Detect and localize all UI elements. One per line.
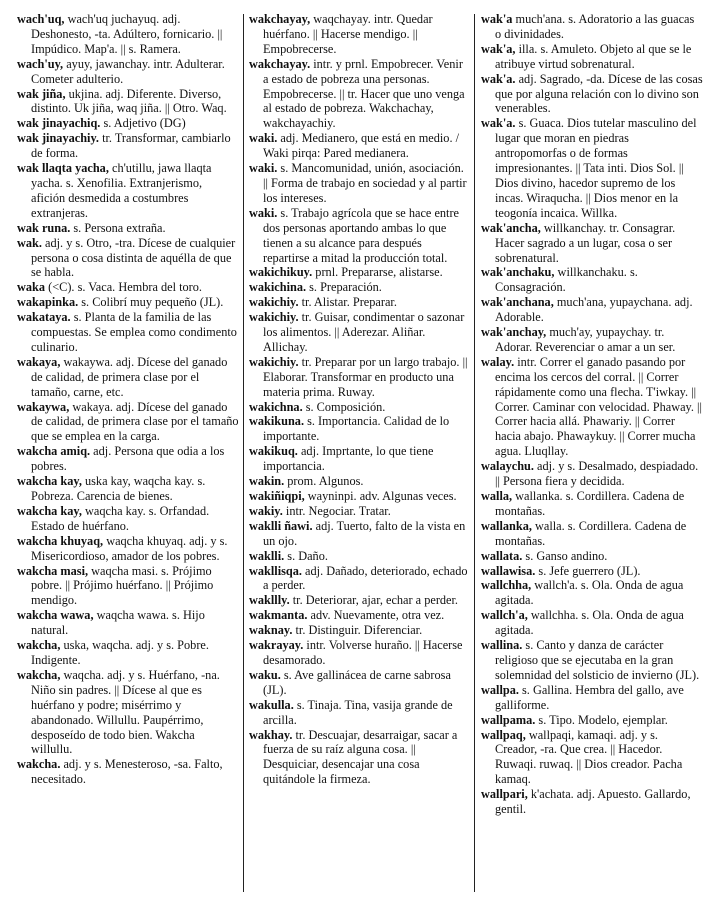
dictionary-entry	[481, 265, 703, 295]
dictionary-entry	[17, 355, 239, 400]
dictionary-entry	[249, 161, 471, 206]
entry-headword: wakcha kay,	[17, 503, 82, 518]
dictionary-entry	[249, 414, 471, 444]
entry-headword: wak'a.	[481, 116, 516, 131]
column-divider	[474, 14, 475, 892]
entry-headword: wallata.	[481, 548, 523, 563]
entry-headword: wallina.	[481, 638, 523, 653]
entry-headword: wallanka,	[481, 518, 532, 533]
entry-definition: illa. s. Amuleto. Objeto al que se le atribuye virtud sobrenatural.	[495, 41, 692, 71]
entry-headword: wak'a,	[481, 41, 516, 56]
entry-headword: wakllly.	[249, 593, 290, 608]
entry-definition: wallch'a. s. Ola. Onda de agua agitada.	[495, 578, 684, 608]
dictionary-entry	[17, 87, 239, 117]
dictionary-entry	[481, 116, 703, 220]
dictionary-entry	[481, 578, 703, 608]
entry-definition: s. Canto y danza de carácter religioso que se ejecutaba en la gran solemnidad del solsticio de invierno (JL).	[495, 638, 700, 682]
entry-headword: wakichiy.	[249, 295, 299, 310]
entry-headword: wakulla.	[249, 697, 294, 712]
entry-headword: wakrayay.	[249, 638, 304, 653]
entry-headword: wakiy.	[249, 503, 283, 518]
dictionary-entry	[481, 295, 703, 325]
entry-definition: tr. Guisar, condimentar o sazonar los alimentos. || Aderezar. Aliñar. Allichay.	[263, 310, 465, 354]
entry-headword: wak'a	[481, 12, 513, 26]
entry-definition: adj. y s. Otro, -tra. Dícese de cualquier persona o cosa distinta de aquélla de que se habla.	[31, 235, 236, 280]
entry-definition: waqcha wawa. s. Hijo natural.	[31, 608, 205, 638]
dictionary-entry	[249, 131, 471, 161]
entry-definition: s. Importancia. Calidad de lo importante.	[263, 414, 450, 444]
entry-definition: adj. Dañado, deteriorado, echado a perder.	[263, 563, 468, 593]
entry-definition: adv. Nuevamente, otra vez.	[307, 608, 445, 623]
entry-definition: uska kay, waqcha kay. s. Pobreza. Carencia de bienes.	[31, 474, 206, 503]
entry-headword: wakcha masi,	[17, 563, 89, 578]
entry-definition: tr. Preparar por un largo trabajo. || Elaborar. Transformar en producto una materia prima. Ruway.	[263, 354, 468, 399]
entry-definition: wach'uq juchayuq. adj. Deshonesto, -ta. Adúltero, fornicario. || Impúdico. Map'a. || s. Ramera.	[31, 12, 223, 56]
column-3	[481, 12, 703, 817]
dictionary-entry	[249, 549, 471, 564]
entry-definition: waqcha. adj. y s. Huérfano, -na. Niño sin padres. || Dícese al que es huérfano y podre; misérrimo y abandonado. Willullu. Paupérrimo, desposeído de todo bien. Wakcha willullu.	[31, 667, 220, 757]
entry-headword: wak.	[17, 235, 42, 250]
dictionary-entry	[249, 638, 471, 668]
dictionary-entry	[481, 221, 703, 266]
entry-headword: wak'a.	[481, 71, 516, 86]
dictionary-entry	[17, 295, 239, 310]
entry-headword: wakichiy.	[249, 310, 299, 325]
dictionary-entry	[249, 593, 471, 608]
dictionary-entry	[481, 713, 703, 728]
column-1	[17, 12, 239, 787]
entry-definition: much'ay, yupaychay. tr. Adorar. Reverenciar o amar a un ser.	[495, 325, 676, 354]
entry-definition: s. Adjetivo (DG)	[100, 116, 186, 131]
dictionary-entry	[17, 400, 239, 445]
entry-definition: intr. Negociar. Tratar.	[282, 503, 391, 518]
entry-headword: wakchayay,	[249, 12, 311, 26]
entry-definition: tr. Distinguir. Diferenciar.	[292, 623, 423, 638]
dictionary-entry	[481, 459, 703, 489]
dictionary-entry	[249, 564, 471, 594]
dictionary-entry	[481, 42, 703, 72]
dictionary-entry	[249, 310, 471, 355]
dictionary-entry	[249, 728, 471, 788]
dictionary-entry	[17, 161, 239, 221]
dictionary-entry	[481, 355, 703, 459]
entry-headword: wak'anchana,	[481, 295, 554, 310]
dictionary-entry	[17, 608, 239, 638]
dictionary-entry	[481, 728, 703, 788]
dictionary-entry	[481, 683, 703, 713]
entry-definition: s. Ganso andino.	[522, 548, 608, 563]
entry-definition: wakaywa. adj. Dícese del ganado de calidad, de primera clase por el tamaño, carne, etc.	[31, 354, 228, 399]
entry-definition: wakaya. adj. Dícese del ganado de calidad, de primera clase por el tamaño que se emplea en la carga.	[31, 399, 239, 444]
entry-headword: wakaya,	[17, 354, 61, 369]
entry-definition: prnl. Prepararse, alistarse.	[312, 265, 443, 280]
entry-headword: wallawisa.	[481, 563, 536, 578]
entry-definition: s. Persona extraña.	[70, 220, 166, 235]
entry-headword: waklli.	[249, 548, 285, 563]
entry-definition: intr. y prnl. Empobrecer. Venir a estado de pobreza una personas. Empobrecerse. || tr. Hacer que uno venga al estado de pobreza. Wakchachay, wakchayachiy.	[263, 56, 465, 131]
entry-definition: wallpaqi, kamaqi. adj. y s. Creador, -ra. Que crea. || Hacedor. Ruwaqi. ruwaq. || Dios creador. Pacha kamaq.	[495, 727, 683, 787]
dictionary-entry	[249, 489, 471, 504]
dictionary-entry	[17, 534, 239, 564]
dictionary-entry	[249, 608, 471, 623]
entry-headword: wakichikuy.	[249, 265, 313, 280]
entry-headword: waka	[17, 280, 46, 295]
entry-definition: waqcha masi. s. Prójimo pobre. || Prójimo huérfano. || Prójimo mendigo.	[31, 563, 214, 608]
entry-headword: wach'uy,	[17, 56, 64, 71]
entry-headword: wakin.	[249, 474, 285, 489]
entry-definition: tr. Descuajar, desarraigar, sacar a fuerza de su raíz alguna cosa. || Desquiciar, desencajar una cosa quitándole la firmeza.	[263, 727, 458, 787]
entry-definition: uska, waqcha. adj. y s. Pobre. Indigente.	[31, 638, 209, 667]
dictionary-entry	[249, 295, 471, 310]
column-divider	[243, 14, 244, 892]
entry-definition: ayuy, jawanchay. intr. Adulterar. Cometer adulterio.	[31, 56, 225, 86]
entry-definition: s. Ave gallinácea de carne sabrosa (JL).	[263, 667, 451, 697]
entry-headword: wakcha,	[17, 667, 61, 682]
dictionary-entry	[481, 519, 703, 549]
dictionary-entry	[481, 325, 703, 355]
entry-definition: s. Planta de la familia de las compuestas. Se emplea como condimento culinario.	[31, 310, 237, 354]
entry-headword: wallpa.	[481, 682, 519, 697]
entry-headword: wak'anchay,	[481, 325, 547, 340]
dictionary-entry	[17, 131, 239, 161]
entry-headword: wak jiña,	[17, 86, 66, 101]
entry-headword: wak'ancha,	[481, 220, 541, 235]
dictionary-entry	[481, 549, 703, 564]
entry-definition: (<C). s. Vaca. Hembra del toro.	[45, 280, 202, 295]
entry-definition: walla. s. Cordillera. Cadena de montañas.	[495, 518, 687, 548]
dictionary-entry	[249, 444, 471, 474]
entry-headword: wallpaq,	[481, 727, 526, 742]
dictionary-entry	[17, 236, 239, 281]
dictionary-entry	[17, 444, 239, 474]
entry-definition: ukjina. adj. Diferente. Diverso, distinto. Uk jiña, waq jiña. || Otro. Waq.	[31, 86, 227, 116]
dictionary-entry	[249, 280, 471, 295]
dictionary-entry	[481, 12, 703, 42]
entry-definition: wallchha. s. Ola. Onda de agua agitada.	[495, 608, 684, 638]
entry-definition: much'ana, yupaychana. adj. Adorable.	[495, 295, 693, 325]
dictionary-entry	[249, 206, 471, 266]
entry-definition: wayninpi. adv. Algunas veces.	[304, 489, 457, 503]
entry-definition: wallanka. s. Cordillera. Cadena de montañas.	[495, 489, 685, 518]
entry-definition: s. Composición.	[302, 399, 386, 414]
entry-definition: waqcha kay. s. Orfandad. Estado de huérfano.	[31, 503, 210, 533]
entry-definition: tr. Transformar, cambiarlo de forma.	[31, 131, 231, 161]
entry-headword: wakmanta.	[249, 608, 308, 623]
entry-definition: s. Preparación.	[306, 280, 382, 295]
entry-definition: intr. Volverse huraño. || Hacerse desamorado.	[263, 638, 463, 667]
dictionary-entry	[17, 12, 239, 57]
entry-definition: waqchayay. intr. Quedar huérfano. || Hacerse mendigo. || Empobrecerse.	[263, 12, 433, 56]
dictionary-entry	[481, 489, 703, 519]
entry-headword: waki.	[249, 205, 278, 220]
dictionary-entry	[17, 757, 239, 787]
dictionary-entry	[481, 608, 703, 638]
entry-definition: intr. Correr el ganado pasando por encima los cercos del corral. || Correr rápidamente como una flecha. T'iwkay. || Correr. Caminar con velocidad. Phaway. || Correr hacia allá. Phawariy. || Correr hacia abajo. Phawaykuy. || Correr mucha agua. Lluqllay.	[495, 354, 702, 459]
entry-headword: waknay.	[249, 623, 293, 638]
entry-definition: s. Guaca. Dios tutelar masculino del lugar que moran en piedras antropomorfas o de formas impresionantes. || Tata inti. Dios Sol. || Dios divino, hacedor supremo de los incas. Wiraqucha. || Dios menor en la teogonía incaica. Willka.	[495, 116, 697, 220]
entry-definition: s. Tipo. Modelo, ejemplar.	[535, 712, 668, 727]
dictionary-entry	[249, 504, 471, 519]
dictionary-entry	[17, 116, 239, 131]
entry-headword: waklli ñawi.	[249, 518, 313, 533]
dictionary-entry	[249, 623, 471, 638]
dictionary-entry	[481, 72, 703, 117]
entry-definition: s. Tinaja. Tina, vasija grande de arcilla.	[263, 697, 453, 727]
entry-definition: s. Jefe guerrero (JL).	[535, 563, 641, 578]
entry-headword: wak llaqta yacha,	[17, 161, 109, 176]
entry-definition: s. Daño.	[284, 548, 328, 563]
dictionary-entry	[249, 265, 471, 280]
entry-headword: wakcha amiq.	[17, 444, 91, 459]
entry-definition: s. Mancomunidad, unión, asociación. || Forma de trabajo en sociedad y al partir los intereses.	[263, 161, 467, 205]
entry-headword: waku.	[249, 667, 281, 682]
dictionary-entry	[249, 698, 471, 728]
dictionary-entry	[17, 310, 239, 355]
entry-headword: waki.	[249, 131, 278, 146]
entry-headword: wakcha wawa,	[17, 608, 94, 623]
entry-definition: ch'utillu, jawa llaqta yacha. s. Xenofilia. Extranjerismo, afición desmedida a costumbres extranjeras.	[31, 161, 212, 220]
entry-definition: willkanchaku. s. Consagración.	[495, 265, 638, 295]
entry-definition: s. Gallina. Hembra del gallo, ave galliforme.	[495, 682, 684, 712]
dictionary-entry	[249, 519, 471, 549]
dictionary-entry	[249, 57, 471, 132]
column-2	[249, 12, 471, 787]
dictionary-entry	[249, 355, 471, 400]
dictionary-entry	[17, 504, 239, 534]
entry-headword: wakcha,	[17, 638, 61, 653]
dictionary-entry	[249, 668, 471, 698]
dictionary-entry	[249, 12, 471, 57]
entry-headword: walaychu.	[481, 459, 534, 474]
entry-headword: wakichina.	[249, 280, 307, 295]
dictionary-entry	[17, 221, 239, 236]
entry-headword: wakcha kay,	[17, 474, 82, 489]
entry-definition: adj. Tuerto, falto de la vista en un ojo.	[263, 518, 466, 548]
entry-headword: wakichiy.	[249, 354, 299, 369]
entry-headword: walla,	[481, 489, 513, 503]
entry-headword: wakaywa,	[17, 399, 70, 414]
dictionary-entry	[17, 564, 239, 609]
entry-headword: wakiñiqpi,	[249, 489, 305, 503]
dictionary-entry	[17, 668, 239, 757]
dictionary-entry	[17, 280, 239, 295]
dictionary-entry	[17, 638, 239, 668]
entry-headword: wakapinka.	[17, 295, 79, 310]
entry-definition: tr. Alistar. Preparar.	[298, 295, 397, 310]
entry-definition: adj. Sagrado, -da. Dícese de las cosas que por alguna relación con lo divino son venerables.	[495, 71, 703, 116]
entry-headword: wakchayay.	[249, 56, 311, 71]
entry-definition: adj. y s. Desalmado, despiadado. || Persona fiera y decidida.	[495, 459, 699, 489]
entry-definition: adj. Persona que odia a los pobres.	[31, 444, 225, 474]
entry-headword: wakllisqa.	[249, 563, 302, 578]
entry-definition: waqcha khuyaq. adj. y s. Misericordioso, amador de los pobres.	[31, 533, 228, 563]
dictionary-entry	[481, 564, 703, 579]
entry-headword: wakcha.	[17, 757, 61, 772]
entry-headword: wach'uq,	[17, 12, 65, 26]
entry-headword: wallpama.	[481, 712, 536, 727]
entry-headword: wak runa.	[17, 220, 71, 235]
entry-definition: adj. y s. Menesteroso, -sa. Falto, necesitado.	[31, 757, 223, 787]
entry-headword: wak jinayachiy.	[17, 131, 99, 146]
entry-headword: wakcha khuyaq,	[17, 533, 104, 548]
entry-headword: wak'anchaku,	[481, 265, 555, 280]
dictionary-entry	[17, 57, 239, 87]
entry-headword: waki.	[249, 161, 278, 176]
entry-headword: wakikuna.	[249, 414, 305, 429]
dictionary-entry	[481, 638, 703, 683]
entry-headword: wallpari,	[481, 787, 528, 802]
dictionary-entry	[481, 787, 703, 817]
entry-headword: wakataya.	[17, 310, 71, 325]
entry-headword: wallchha,	[481, 578, 532, 593]
entry-definition: adj. Imprtante, lo que tiene importancia.	[263, 444, 434, 474]
entry-headword: wakhay.	[249, 727, 293, 742]
entry-definition: adj. Medianero, que está en medio. / Waki pirqa: Pared medianera.	[263, 131, 460, 161]
entry-headword: wakichna.	[249, 399, 303, 414]
entry-definition: s. Colibrí muy pequeño (JL).	[78, 295, 224, 310]
entry-definition: much'ana. s. Adoratorio a las guacas o divinidades.	[495, 12, 695, 41]
entry-headword: wak jinayachiq.	[17, 116, 101, 131]
entry-definition: tr. Deteriorar, ajar, echar a perder.	[289, 593, 459, 608]
entry-definition: s. Trabajo agrícola que se hace entre dos personas aportando ambas lo que tienen a su alcance para después repartirse a mitad la producción total.	[263, 205, 460, 265]
dictionary-entry	[17, 474, 239, 504]
dictionary-entry	[249, 474, 471, 489]
entry-headword: walay.	[481, 354, 515, 369]
entry-definition: willkanchay. tr. Consagrar. Hacer sagrado a un lugar, cosa o ser sobrenatural.	[495, 220, 676, 265]
entry-headword: wakikuq.	[249, 444, 298, 459]
entry-definition: prom. Algunos.	[284, 474, 364, 489]
entry-headword: wallch'a,	[481, 608, 528, 623]
entry-definition: k'achata. adj. Apuesto. Gallardo, gentil.	[495, 787, 691, 817]
dictionary-entry	[249, 400, 471, 415]
dictionary-page	[17, 12, 703, 892]
